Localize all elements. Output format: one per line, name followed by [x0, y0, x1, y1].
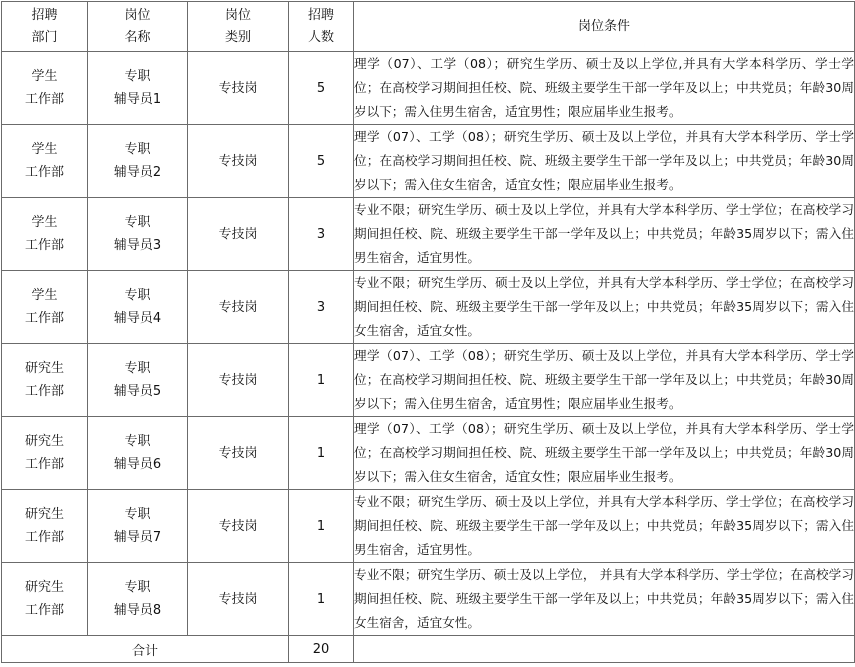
dept-cell: 学生 工作部: [2, 198, 88, 271]
position-name-cell: 专职 辅导员5: [88, 344, 188, 417]
conditions-cell: 理学（07）、工学（08）；研究生学历、硕士及以上学位，并具有大学本科学历、学士学位；在高校学习期间担任校、院、班级主要学生干部一学年及以上；中共党员；年龄30周岁以下；需入住男生宿舍，适宜男性；限应届毕业生报考。: [354, 344, 855, 417]
position-type-cell: 专技岗: [188, 344, 289, 417]
count-cell: 1: [289, 417, 354, 490]
dept-cell: 学生 工作部: [2, 52, 88, 125]
dept-cell: 研究生 工作部: [2, 417, 88, 490]
conditions-cell: 理学（07）、工学（08）；研究生学历、硕士及以上学位,并具有大学本科学历、学士学位；在高校学习期间担任校、院、班级主要学生干部一学年及以上；中共党员；年龄30周岁以下；需入住男生宿舍，适宜男性；限应届毕业生报考。: [354, 52, 855, 125]
header-position-name: 岗位 名称: [88, 2, 188, 52]
header-conditions: 岗位条件: [354, 2, 855, 52]
header-count: 招聘 人数: [289, 2, 354, 52]
table-row: [2, 271, 855, 344]
count-cell: 5: [289, 125, 354, 198]
dept-cell: 研究生 工作部: [2, 490, 88, 563]
position-name-cell: 专职 辅导员7: [88, 490, 188, 563]
count-cell: 1: [289, 563, 354, 636]
dept-cell: 学生 工作部: [2, 271, 88, 344]
position-name-cell: 专职 辅导员8: [88, 563, 188, 636]
position-name-cell: 专职 辅导员1: [88, 52, 188, 125]
total-label: 合计: [2, 636, 289, 663]
conditions-cell: 专业不限；研究生学历、硕士及以上学位，并具有大学本科学历、学士学位；在高校学习期间担任校、院、班级主要学生干部一学年及以上；中共党员；年龄35周岁以下；需入住女生宿舍，适宜女性。: [354, 271, 855, 344]
count-cell: 1: [289, 490, 354, 563]
position-type-cell: 专技岗: [188, 417, 289, 490]
count-cell: 5: [289, 52, 354, 125]
position-type-cell: 专技岗: [188, 198, 289, 271]
position-type-cell: 专技岗: [188, 125, 289, 198]
header-dept: 招聘 部门: [2, 2, 88, 52]
recruitment-table: [1, 1, 855, 663]
position-type-cell: 专技岗: [188, 271, 289, 344]
table-row: [2, 52, 855, 125]
dept-cell: 学生 工作部: [2, 125, 88, 198]
conditions-cell: 理学（07）、工学（08）；研究生学历、硕士及以上学位，并具有大学本科学历、学士学位；在高校学习期间担任校、院、班级主要学生干部一学年及以上；中共党员；年龄30周岁以下；需入住女生宿舍，适宜女性；限应届毕业生报考。: [354, 417, 855, 490]
table-row: [2, 125, 855, 198]
header-position-type: 岗位 类别: [188, 2, 289, 52]
dept-cell: 研究生 工作部: [2, 344, 88, 417]
table-row: [2, 490, 855, 563]
conditions-cell: 专业不限；研究生学历、硕士及以上学位，并具有大学本科学历、学士学位；在高校学习期间担任校、院、班级主要学生干部一学年及以上；中共党员；年龄35周岁以下；需入住男生宿舍，适宜男性。: [354, 490, 855, 563]
count-cell: 3: [289, 198, 354, 271]
dept-cell: 研究生 工作部: [2, 563, 88, 636]
table-row: [2, 344, 855, 417]
position-name-cell: 专职 辅导员2: [88, 125, 188, 198]
total-count: 20: [289, 636, 354, 663]
position-name-cell: 专职 辅导员3: [88, 198, 188, 271]
table-row: [2, 563, 855, 636]
table-row: [2, 198, 855, 271]
count-cell: 1: [289, 344, 354, 417]
position-type-cell: 专技岗: [188, 490, 289, 563]
total-row: [2, 636, 855, 663]
conditions-cell: 专业不限；研究生学历、硕士及以上学位，并具有大学本科学历、学士学位；在高校学习期间担任校、院、班级主要学生干部一学年及以上；中共党员；年龄35周岁以下；需入住男生宿舍，适宜男性。: [354, 198, 855, 271]
total-empty: [354, 636, 855, 663]
conditions-cell: 理学（07）、工学（08）；研究生学历、硕士及以上学位，并具有大学本科学历、学士学位；在高校学习期间担任校、院、班级主要学生干部一学年及以上；中共党员；年龄30周岁以下；需入住女生宿舍，适宜女性；限应届毕业生报考。: [354, 125, 855, 198]
table-row: [2, 417, 855, 490]
position-name-cell: 专职 辅导员4: [88, 271, 188, 344]
position-type-cell: 专技岗: [188, 52, 289, 125]
position-name-cell: 专职 辅导员6: [88, 417, 188, 490]
conditions-cell: 专业不限；研究生学历、硕士及以上学位， 并具有大学本科学历、学士学位；在高校学习期间担任校、院、班级主要学生干部一学年及以上；中共党员；年龄35周岁以下；需入住女生宿舍，适宜女性。: [354, 563, 855, 636]
count-cell: 3: [289, 271, 354, 344]
header-row: [2, 2, 855, 52]
position-type-cell: 专技岗: [188, 563, 289, 636]
